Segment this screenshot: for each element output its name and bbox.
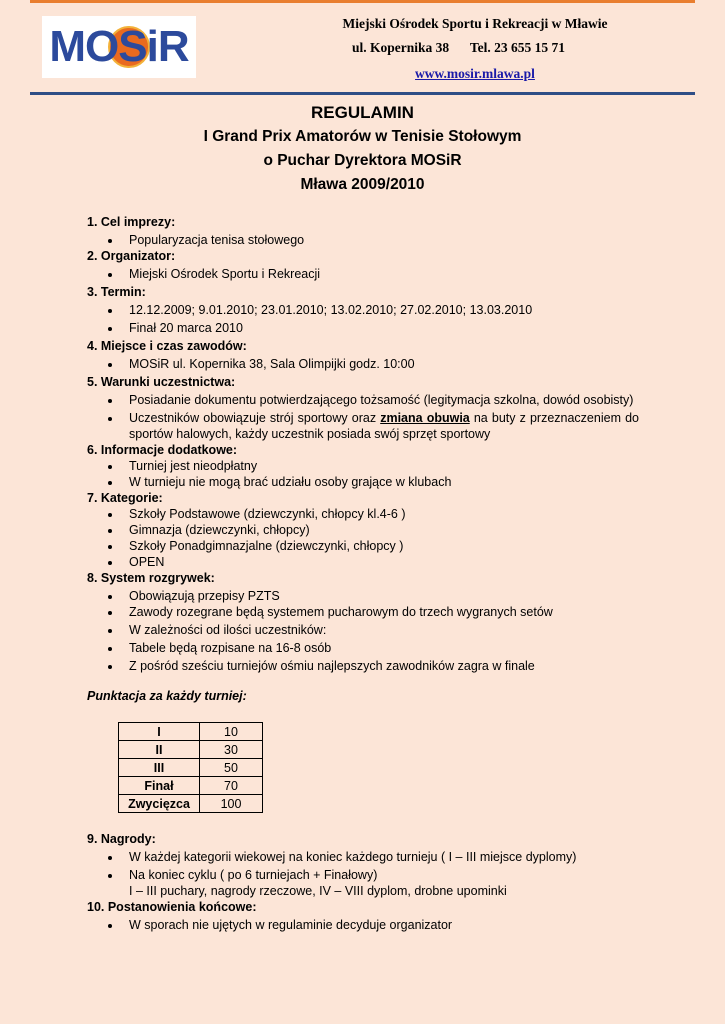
list-item: Turniej jest nieodpłatny [87,458,639,474]
website-link[interactable]: www.mosir.mlawa.pl [415,66,535,81]
org-name: Miejski Ośrodek Sportu i Rekreacji w Mławie [342,16,608,31]
table-row: III 50 [119,759,263,777]
list-item: Szkoły Podstawowe (dziewczynki, chłopcy kl.4-6 ) [87,506,639,522]
section-list [87,266,639,282]
list-item: Z pośród sześciu turniejów ośmiu najlepszych zawodników zagra w finale [87,658,639,674]
section-heading: 8. System rozgrywek: [87,571,215,585]
section-heading: 2. Organizator: [87,249,176,263]
table-row: Finał 70 [119,777,263,795]
logo-text: MOSiR [49,22,189,71]
list-item-continued: I – III puchary, nagrody rzeczowe, IV – VIII dyplom, drobne upominki [129,884,507,898]
list-item: 12.12.2009; 9.01.2010; 23.01.2010; 13.02.2010; 27.02.2010; 13.03.2010 [87,302,639,318]
list-item: MOSiR ul. Kopernika 38, Sala Olimpijki godz. 10:00 [87,356,639,372]
section-list [87,232,639,248]
contact-line [352,40,565,56]
section-list [87,506,639,570]
phone: Tel. 23 655 15 71 [469,40,566,55]
section-list [87,588,639,674]
highlight-shoe-change: zmiana obuwia [380,411,470,425]
table-row: Zwycięzca 100 [119,795,263,813]
list-item: Szkoły Ponadgimnazjalne (dziewczynki, chłopcy ) [87,538,639,554]
section-list [87,302,639,336]
document-title [0,102,725,196]
list-item: Zawody rozegrane będą systemem pucharowym do trzech wygranych setów [87,604,639,620]
section-heading: 3. Termin: [87,285,146,299]
section-heading: 10. Postanowienia końcowe: [87,900,257,914]
title-regulamin: REGULAMIN [311,103,414,122]
title-place-season: Mława 2009/2010 [300,176,425,193]
section-heading: 5. Warunki uczestnictwa: [87,375,236,389]
title-cup: o Puchar Dyrektora MOSiR [263,152,462,169]
section-list [87,917,639,933]
table-row: II 30 [119,741,263,759]
list-item: Obowiązują przepisy PZTS [87,588,639,604]
list-item: Tabele będą rozpisane na 16-8 osób [87,640,639,656]
list-item: W każdej kategorii wiekowej na koniec każdego turnieju ( I – III miejsce dyplomy) [87,849,639,865]
list-item: Gimnazja (dziewczynki, chłopcy) [87,522,639,538]
title-event: I Grand Prix Amatorów w Tenisie Stołowym [203,128,522,145]
list-item: Na koniec cyklu ( po 6 turniejach + Finałowy) [87,867,639,883]
section-list [87,392,639,442]
section-heading: 9. Nagrody: [87,832,156,846]
list-item: Miejski Ośrodek Sportu i Rekreacji [87,266,639,282]
section-heading: 4. Miejsce i czas zawodów: [87,339,247,353]
section-list [87,356,639,372]
section-heading: 6. Informacje dodatkowe: [87,443,238,457]
list-item: OPEN [87,554,639,570]
list-item: Finał 20 marca 2010 [87,320,639,336]
regulations-body [87,214,639,933]
mosir-logo [42,16,196,78]
list-item: Posiadanie dokumentu potwierdzającego tożsamość (legitymacja szkolna, dowód osobisty) [87,392,639,408]
header-rule [30,92,695,95]
section-heading: 1. Cel imprezy: [87,215,176,229]
address: ul. Kopernika 38 [352,40,450,55]
section-list [87,458,639,490]
list-item: W turnieju nie mogą brać udziału osoby grające w klubach [87,474,639,490]
points-heading: Punktacja za każdy turniej: [87,689,247,703]
list-item: W sporach nie ujętych w regulaminie decyduje organizator [87,917,639,933]
list-item: Uczestników obowiązuje strój sportowy oraz zmiana obuwia na buty z przeznaczeniem do sportów halowych, każdy uczestnik posiada swój sprzęt sportowy [87,410,639,442]
top-accent-rule [30,0,695,3]
list-item: W zależności od ilości uczestników: [87,622,639,638]
section-list [87,849,639,899]
list-item: Popularyzacja tenisa stołowego [87,232,639,248]
table-row: I 10 [119,723,263,741]
points-table [118,722,263,813]
section-heading: 7. Kategorie: [87,491,163,505]
